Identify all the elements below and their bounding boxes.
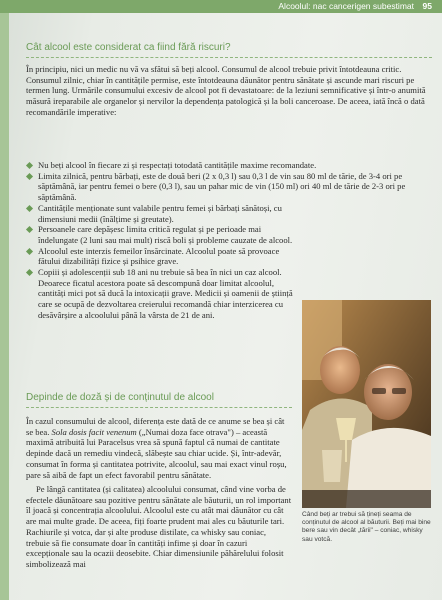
bullet-text: Cantitățile menționate sunt valabile pentru femei și bărbați sănătoși, cu dimensiuni medii (înălțime și greutate). [38, 202, 282, 224]
intro-paragraph: În principiu, nici un medic nu vă va sfătui să beți alcool. Consumul de alcool trebuie privit întotdeauna critic. Consumul zilnic, chiar în cantitățile permise, este întotdeauna dăunător pentru sănătate și ascunde mari riscuri pe termen lung. Urmările consumului excesiv de alcool pot fi devastatoare: de la leziuni semnificative și într-o anumită măsură ireparabile ale organelor și nervilor la dependența patologică și la boli canceroase. De aceea, iată încă o dată recomandările imperative: [26, 64, 426, 117]
latin-quote: Sola dosis facit venenum [51, 426, 137, 437]
diamond-bullet-icon [26, 248, 33, 255]
list-item [26, 203, 296, 224]
list-item [26, 224, 296, 245]
side-margin-bar [0, 13, 9, 600]
diamond-bullet-icon [26, 162, 33, 169]
photo-illustration [302, 300, 431, 508]
list-item [26, 246, 296, 267]
recommendations-list [26, 160, 406, 321]
bullet-text: Nu beți alcool în fiecare zi și respectați totodată cantitățile maxime recomandate. [38, 160, 317, 170]
concentration-paragraph: Pe lângă cantitatea (și calitatea) alcoolului consumat, când vine vorba de efectele dăunătoare sau pozitive pentru sănătate ale băuturii, un rol important îl joacă și concentrația alcoolului. Alcoolul este cu atât mai dăunător cu cât are mai multe grade. De aceea, fiți foarte prudent mai ales cu băuturile tari. Rachiurile și votca, dar și alte produse distilate, ca whisky sau coniac, trebuie să fie consumate doar în cantități infime și doar în cazuri excepționale sau la ocazii deosebite. Chiar dimensiunile păhărelului folosit simbolizează mai [26, 484, 292, 569]
diamond-bullet-icon [26, 205, 33, 212]
page-number: 95 [422, 1, 432, 11]
heading-divider [26, 57, 432, 58]
bullet-text: Alcoolul este interzis femeilor însărcinate. Alcoolul poate să provoace fătului dizabilități fizice și psihice grave. [38, 245, 280, 267]
bullet-text: Persoanele care depășesc limita critică regulat și pe perioade mai îndelungate (2 luni sau mai mult) riscă boli și probleme cauzate de alcool. [38, 224, 293, 245]
heading-divider [26, 407, 292, 408]
photo-caption: Când beți ar trebui să țineți seama de conținutul de alcool al băuturii. Beți mai bine bere sau vin decât „tării" – coniac, whisky sau votcă. [302, 511, 431, 543]
photo-men-drinking [302, 300, 431, 508]
running-header [0, 0, 442, 13]
list-item [26, 171, 430, 203]
dose-text-b: („Numai doza face otrava") – această maximă atribuită lui Paracelsus vrea să spună faptul că numai de cantitate depinde dacă un remediu vindecă, slăbește sau chiar ucide. Și, într-adevăr, consumat în forma și cantitatea potrivite, alcoolul, sau mai exact vinul roșu, pare să aibă de fapt un efect favorabil pentru sănătate. [26, 426, 287, 480]
bullet-text: Limita zilnică, pentru bărbați, este de două beri (2 x 0,3 l) sau 0,3 l de vin sau 80 ml de tărie, de 3-4 ori pe săptămână, iar pentru femei o bere (0,3 l), sau un pahar mic de vin (150 ml) ori 40 ml de tărie de 2-3 ori pe săptămână. [38, 170, 406, 203]
diamond-bullet-icon [26, 269, 33, 276]
diamond-bullet-icon [26, 226, 33, 233]
section-heading-risk-free: Cât alcool este considerat ca fiind fără riscuri? [26, 42, 231, 53]
list-item [26, 160, 430, 171]
dose-text-a: În cazul consumului de alcool, diferența este dată de ce anume se bea și cât se bea. [26, 416, 285, 437]
running-title: Alcoolul: nac cancerigen subestimat [278, 1, 414, 11]
section-heading-dose: Depinde de doză și de conținutul de alcool [26, 392, 214, 403]
dose-paragraph [26, 416, 292, 480]
diamond-bullet-icon [26, 173, 33, 180]
list-item [26, 267, 296, 321]
bullet-text: Copiii și adolescenții sub 18 ani nu trebuie să bea în nici un caz alcool. Deoarece ficatul acestora poate să descompună doar limitat alcoolul, cantități mici pot să ducă la intoxicații grave. Medicii și oamenii de știință care se ocupă de dezvoltarea creierului recomandă chiar interzicerea cu desăvârșire a alcoolului până la vârsta de 21 de ani. [38, 267, 293, 320]
